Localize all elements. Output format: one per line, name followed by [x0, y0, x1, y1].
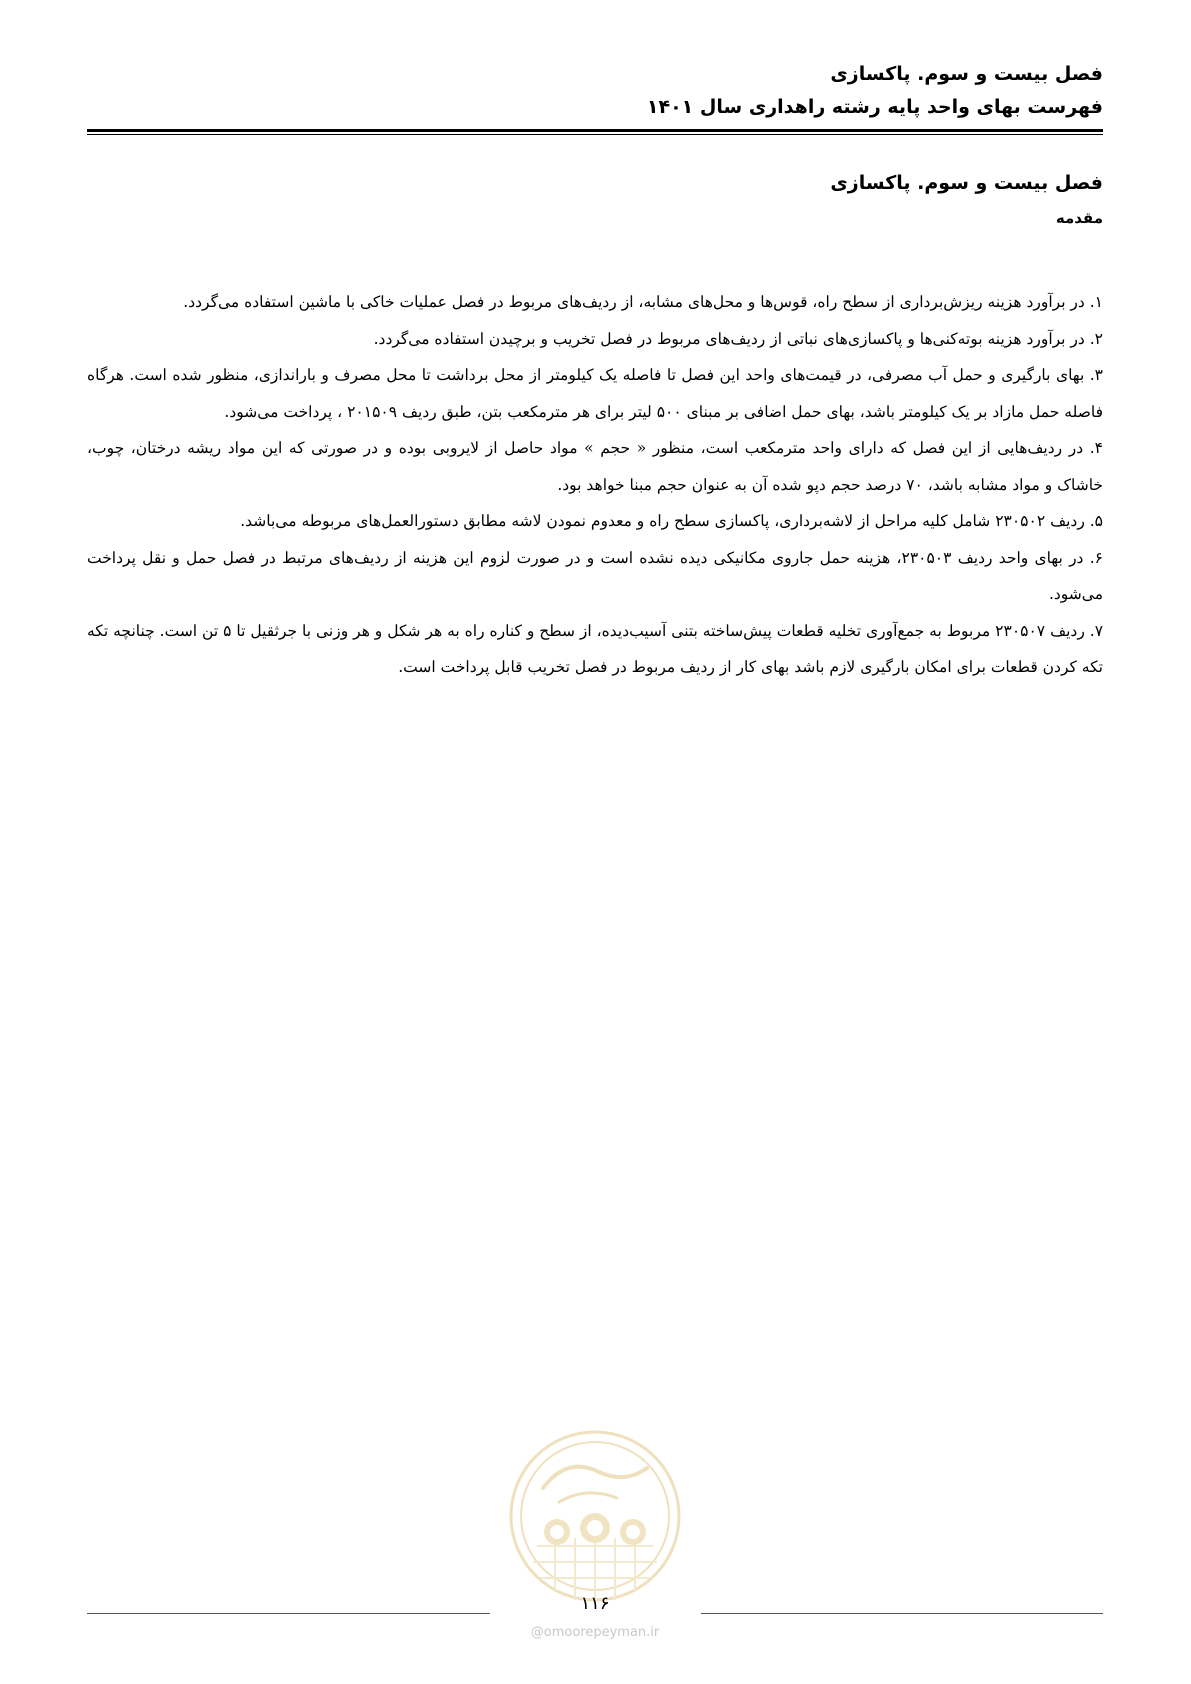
watermark-logo	[507, 1428, 683, 1604]
paragraph-3: ۳. بهای بارگیری و حمل آب مصرفی، در قیمت‌های واحد این فصل تا فاصله یک کیلومتر از محل برداشت تا محل مصرف و باراندازی، منظور شده است. هرگاه فاصله حمل مازاد بر یک کیلومتر باشد، بهای حمل اضافی بر مبنای ۵۰۰ لیتر برای هر مترمکعب بتن، طبق ردیف ۲۰۱۵۰۹ ، پرداخت می‌شود.	[87, 366, 1103, 421]
paragraph-1: ۱. در برآورد هزینه ریزش‌برداری از سطح راه، قوس‌ها و محل‌های مشابه، از ردیف‌های مربوط در فصل عملیات خاکی با ماشین استفاده می‌گردد.	[183, 293, 1103, 311]
section-subtitle: مقدمه	[1055, 209, 1103, 227]
page-number: ۱۱۶	[580, 1593, 610, 1614]
body-text	[87, 284, 1103, 686]
paragraph-7: ۷. ردیف ۲۳۰۵۰۷ مربوط به جمع‌آوری تخلیه قطعات پیش‌ساخته بتنی آسیب‌دیده، از سطح و کناره راه به هر شکل و هر وزنی با جرثقیل تا ۵ تن است. چنانچه تکه تکه کردن قطعات برای امکان بارگیری لازم باشد بهای کار از ردیف مربوط در فصل تخریب قابل پرداخت است.	[87, 621, 1104, 676]
paragraph-5: ۵. ردیف ۲۳۰۵۰۲ شامل کلیه مراحل از لاشه‌برداری، پاکسازی سطح راه و معدوم نمودن لاشه مطابق دستورالعمل‌های مربوطه می‌باشد.	[240, 512, 1103, 530]
paragraph-2: ۲. در برآورد هزینه بوته‌کنی‌ها و پاکسازی‌های نباتی از ردیف‌های مربوط در فصل تخریب و برچیدن استفاده می‌گردد.	[373, 329, 1103, 348]
paragraph-4: ۴. در ردیف‌هایی از این فصل که دارای واحد مترمکعب است، منظور « حجم » مواد حاصل از لایروبی بوده و در صورتی که این مواد ریشه درختان، چوب، خاشاک و مواد مشابه باشد، ۷۰ درصد حجم دپو شده آن به عنوان حجم مبنا خواهد بود.	[87, 439, 1103, 494]
watermark-url: @omoorepeyman.ir	[530, 1625, 660, 1640]
footer-divider-left	[87, 1613, 490, 1614]
paragraph-6: ۶. در بهای واحد ردیف ۲۳۰۵۰۳، هزینه حمل جاروی مکانیکی دیده نشده است و در صورت لزوم این هزینه از ردیف‌های مرتبط در فصل حمل و نقل پرداخت می‌شود.	[87, 548, 1103, 603]
footer-divider-right	[701, 1613, 1103, 1614]
header-divider-thin	[87, 134, 1103, 135]
header-document-title: فهرست بهای واحد پایه رشته راهداری سال ۱۴۰۱	[646, 96, 1103, 118]
header-divider-thick	[87, 129, 1103, 132]
page-header	[87, 58, 1103, 124]
section-title: فصل بیست و سوم. پاکسازی	[830, 172, 1103, 194]
header-chapter-title: فصل بیست و سوم. پاکسازی	[830, 63, 1103, 85]
